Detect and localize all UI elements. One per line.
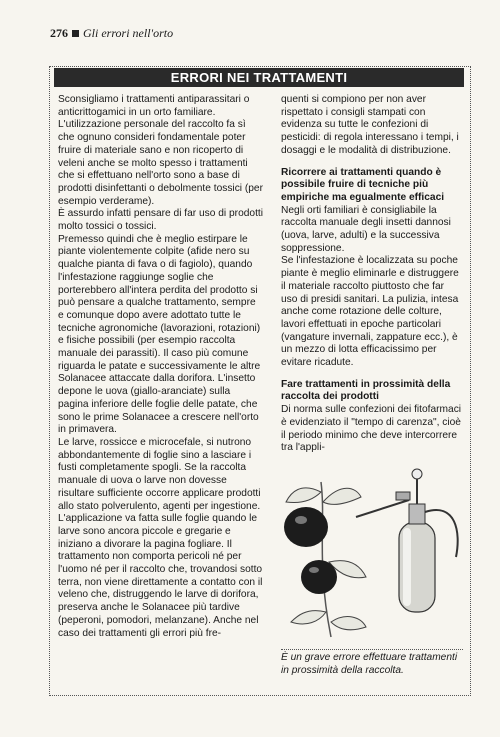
paragraph: Negli orti familiari è consigliabile la raccolta manuale degli insetti dannosi (uova, larve, adulti) e la successiva soppressione. [281,204,451,254]
section-title: ERRORI NEI TRATTAMENTI [54,68,464,87]
sprayer-plant-illustration [281,462,466,647]
caption-divider [281,649,463,650]
subheading: Ricorrere ai trattamenti quando è possibile fruire di tecniche più empiriche ma egualmente efficaci [281,166,445,203]
page-number: 276 [50,26,68,40]
paragraph: Sconsigliamo i trattamenti antiparassitari o anticrittogamici in un orto familiare. L'utilizzazione personale del raccolto fa sì che ognuno consideri fondamentale poter fruire di materiale sano e non ricoperto di veleni anche se molto spesso i trattamenti che si effettuano nell'orto sono a base di prodotti disinfettanti o debolmente tossici (per esempio verderame). [58,94,263,207]
paragraph: quenti si compiono per non aver rispettato i consigli stampati con evidenza su tutte le confezioni di pesticidi: di regola interessano i tempi, i dosaggi e le modalità di distribuzione. [281,94,459,156]
paragraph: Le larve, rossicce e microcefale, si nutrono abbondantemente di foglie sino a lasciare i fusti completamente spogli. Se la raccolta manuale di uova o larve non dovesse risultare sufficiente occorre applicare prodotti allo stato polverulento, agenti per ingestione. [58,436,261,512]
paragraph: Premesso quindi che è meglio estirpare le piante violentemente colpite (afide nero su qualche pianta di fava o di fagiolo), quando l'infestazione raggiunge soglie che porterebbero all'intera perdita del prodotto si può pensare a qualche trattamento, sempre e comunque dopo avere adottato tutte le tecniche agronomiche (lavorazioni, rotazioni) e fisiche possibili (per esempio raccolta manuale dei parassiti). Il caso più comune riguarda le patate e successivamente le altre Solanacee attaccate dalla dorifora. L'insetto depone le uova (giallo-aranciate) sulla pagina inferiore delle foglie delle patate, che sono le prime Solanacee a crescere nell'orto in primavera. [58,233,261,436]
paragraph: L'applicazione va fatta sulle foglie quando le larve sono ancora piccole e gregarie e iniziano a divorare la pagina fogliare. Il trattamento non comporta pericoli né per l'uomo né per il raccolto che, trovandosi sotto terra, non viene direttamente a contatto con il veleno che, distruggendo le larve di dorifora, preserva anche le Solanacee più tardive (peperoni, pomodori, melanzane). Anche nel caso dei trattamenti gli errori più fre- [58,513,263,639]
page-header [50,26,173,41]
square-bullet-icon [72,30,79,37]
left-column [58,94,263,640]
subheading: Fare trattamenti in prossimità della raccolta dei prodotti [281,378,451,403]
right-column [281,94,463,455]
paragraph: Se l'infestazione è localizzata su poche piante è meglio eliminarle e distruggere il materiale raccolto piuttosto che far uso di presidi sanitari. La pulizia, intesa anche come rotazione delle colture, lavori effettuati in epoche particolari (vangature invernali, zappature ecc.), è un mezzo di lotta efficacissimo per evitare ricadute. [281,255,459,369]
running-title: Gli errori nell'orto [83,26,174,40]
figure-caption: È un grave errore effettuare trattamenti in prossimità della raccolta. [281,652,458,676]
paragraph: È assurdo infatti pensare di far uso di prodotti molto tossici o tossici. [58,208,263,233]
paragraph: Di norma sulle confezioni dei fitofarmaci è evidenziato il "tempo di carenza", cioè il periodo minimo che deve intercorrere tra l'appli- [281,404,462,454]
